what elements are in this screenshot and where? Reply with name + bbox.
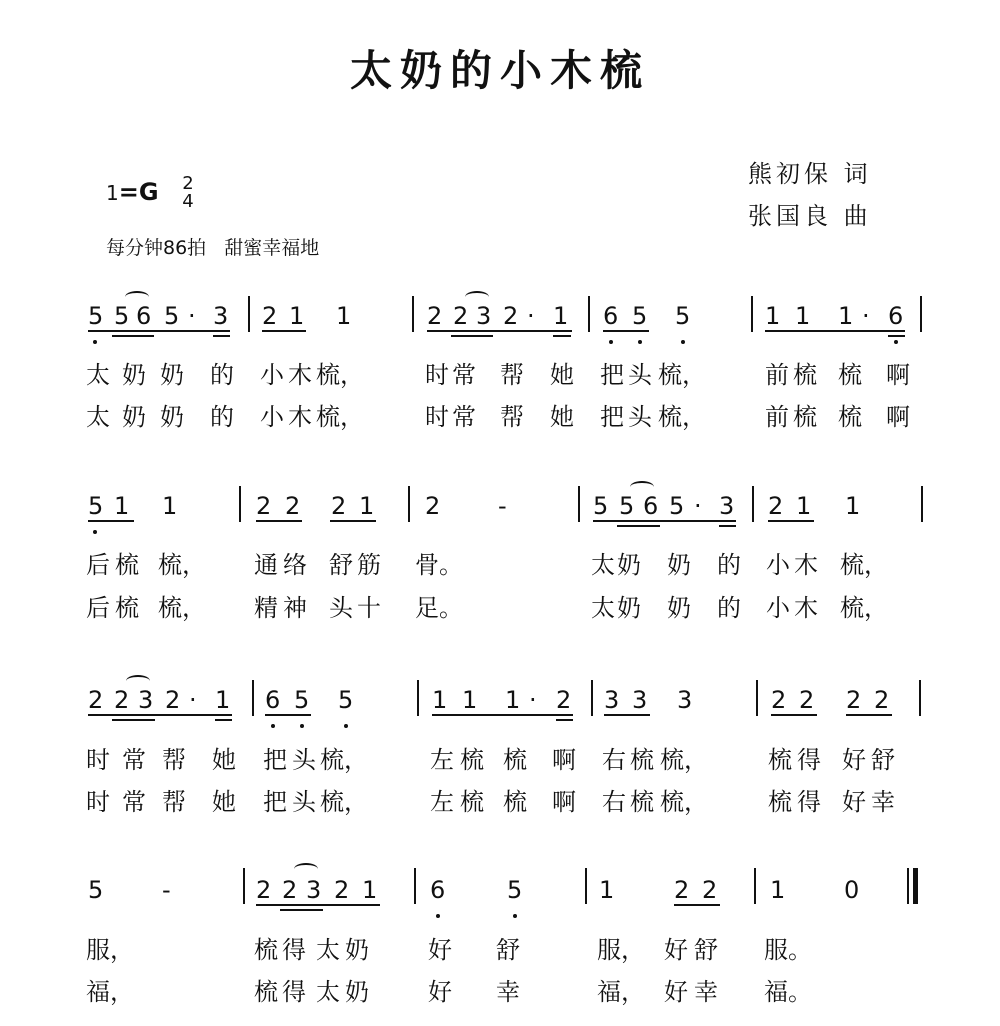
note: 5 — [88, 876, 104, 904]
dot-mark: · — [527, 302, 535, 330]
note: 1 — [432, 686, 448, 714]
bar-line — [752, 486, 754, 522]
note: 2 — [846, 686, 862, 714]
note: 5 — [675, 302, 691, 330]
underline — [603, 330, 649, 332]
lyricist-credit: 熊初保 词 — [748, 160, 872, 188]
underline — [617, 525, 660, 527]
note: 1 — [796, 492, 812, 520]
tempo-marking: 每分钟86拍 甜蜜幸福地 — [106, 237, 320, 259]
bar-line — [756, 680, 758, 716]
underline — [451, 335, 493, 337]
note: 5 — [507, 876, 523, 904]
underline — [771, 714, 817, 716]
note: 2 — [771, 686, 787, 714]
note: 6 — [265, 686, 281, 714]
note: 6 — [603, 302, 619, 330]
underline — [88, 330, 230, 332]
note: 5 — [114, 302, 130, 330]
underline — [604, 714, 650, 716]
note: 1 — [838, 302, 854, 330]
bar-line — [243, 868, 245, 904]
note: 5 — [669, 492, 685, 520]
key-signature: 1=G — [106, 178, 159, 206]
note: 3 — [604, 686, 620, 714]
low-octave-dot — [93, 340, 97, 344]
underline — [213, 335, 230, 337]
underline — [888, 335, 905, 337]
bar-line — [578, 486, 580, 522]
bar-line — [414, 868, 416, 904]
note: 2 — [256, 876, 272, 904]
underline — [112, 719, 155, 721]
note: 2 — [702, 876, 718, 904]
low-octave-dot — [93, 530, 97, 534]
dot-mark: · — [862, 302, 870, 330]
bar-line — [252, 680, 254, 716]
note: 2 — [262, 302, 278, 330]
low-octave-dot — [681, 340, 685, 344]
underline — [719, 525, 736, 527]
note: 2 — [453, 302, 469, 330]
note: 2 — [768, 492, 784, 520]
note: 2 — [165, 686, 181, 714]
note: 2 — [114, 686, 130, 714]
note: 1 — [845, 492, 861, 520]
final-bar-thin — [907, 868, 909, 904]
note: 3 — [632, 686, 648, 714]
note: 2 — [334, 876, 350, 904]
low-octave-dot — [638, 340, 642, 344]
slur — [125, 291, 149, 303]
underline — [553, 335, 571, 337]
bar-line — [591, 680, 593, 716]
underline — [262, 330, 306, 332]
underline — [88, 714, 232, 716]
note: 3 — [306, 876, 322, 904]
low-octave-dot — [894, 340, 898, 344]
note: 5 — [593, 492, 609, 520]
underline — [256, 520, 302, 522]
bar-line — [920, 296, 922, 332]
note: 1 — [362, 876, 378, 904]
underline — [768, 520, 814, 522]
note: 3 — [138, 686, 154, 714]
note: 6 — [430, 876, 446, 904]
low-octave-dot — [344, 724, 348, 728]
note: 5 — [338, 686, 354, 714]
note: 1 — [765, 302, 781, 330]
note: 3 — [677, 686, 693, 714]
note: 2 — [425, 492, 441, 520]
dot-mark: · — [188, 302, 196, 330]
underline — [215, 719, 232, 721]
low-octave-dot — [271, 724, 275, 728]
underline — [265, 714, 311, 716]
note: 2 — [874, 686, 890, 714]
note: 2 — [285, 492, 301, 520]
note: 6 — [643, 492, 659, 520]
underline — [330, 520, 376, 522]
underline — [674, 904, 720, 906]
bar-line — [751, 296, 753, 332]
underline — [88, 520, 134, 522]
bar-line — [921, 486, 923, 522]
note: 2 — [256, 492, 272, 520]
note: 1 — [215, 686, 231, 714]
low-octave-dot — [436, 914, 440, 918]
note: 1 — [599, 876, 615, 904]
note: 1 — [462, 686, 478, 714]
bar-line — [585, 868, 587, 904]
note: 3 — [213, 302, 229, 330]
underline — [427, 330, 572, 332]
note: 2 — [799, 686, 815, 714]
underline — [556, 719, 573, 721]
note: 5 — [632, 302, 648, 330]
note: 2 — [331, 492, 347, 520]
dash: - — [162, 876, 171, 904]
bar-line — [412, 296, 414, 332]
note: 1 — [770, 876, 786, 904]
underline — [432, 714, 573, 716]
note: 6 — [136, 302, 152, 330]
bar-line — [239, 486, 241, 522]
note: 1 — [162, 492, 178, 520]
dot-mark: · — [694, 492, 702, 520]
dot-mark: · — [529, 686, 537, 714]
note: 5 — [164, 302, 180, 330]
slur — [630, 481, 654, 493]
note: 0 — [844, 876, 860, 904]
bar-line — [588, 296, 590, 332]
dash: - — [498, 492, 507, 520]
time-signature: 2 4 — [182, 173, 194, 212]
slur — [126, 675, 150, 687]
note: 5 — [619, 492, 635, 520]
note: 2 — [88, 686, 104, 714]
note: 3 — [476, 302, 492, 330]
bar-line — [919, 680, 921, 716]
low-octave-dot — [609, 340, 613, 344]
note: 2 — [427, 302, 443, 330]
note: 1 — [289, 302, 305, 330]
note: 2 — [503, 302, 519, 330]
note: 6 — [888, 302, 904, 330]
low-octave-dot — [513, 914, 517, 918]
dot-mark: · — [189, 686, 197, 714]
note: 2 — [282, 876, 298, 904]
underline — [765, 330, 905, 332]
note: 1 — [114, 492, 130, 520]
note: 1 — [336, 302, 352, 330]
underline — [593, 520, 736, 522]
note: 5 — [294, 686, 310, 714]
note: 1 — [795, 302, 811, 330]
composer-credit: 张国良 曲 — [748, 202, 872, 230]
underline — [846, 714, 892, 716]
slur — [465, 291, 489, 303]
low-octave-dot — [300, 724, 304, 728]
note: 2 — [674, 876, 690, 904]
note: 5 — [88, 492, 104, 520]
underline — [256, 904, 380, 906]
note: 5 — [88, 302, 104, 330]
note: 1 — [359, 492, 375, 520]
bar-line — [248, 296, 250, 332]
final-bar-thick — [913, 868, 918, 904]
note: 3 — [719, 492, 735, 520]
bar-line — [417, 680, 419, 716]
bar-line — [754, 868, 756, 904]
song-title: 太奶的小木梳 — [349, 46, 650, 95]
bar-line — [408, 486, 410, 522]
underline — [280, 909, 323, 911]
note: 1 — [505, 686, 521, 714]
slur — [294, 863, 318, 875]
underline — [112, 335, 154, 337]
note: 1 — [553, 302, 569, 330]
note: 2 — [556, 686, 572, 714]
